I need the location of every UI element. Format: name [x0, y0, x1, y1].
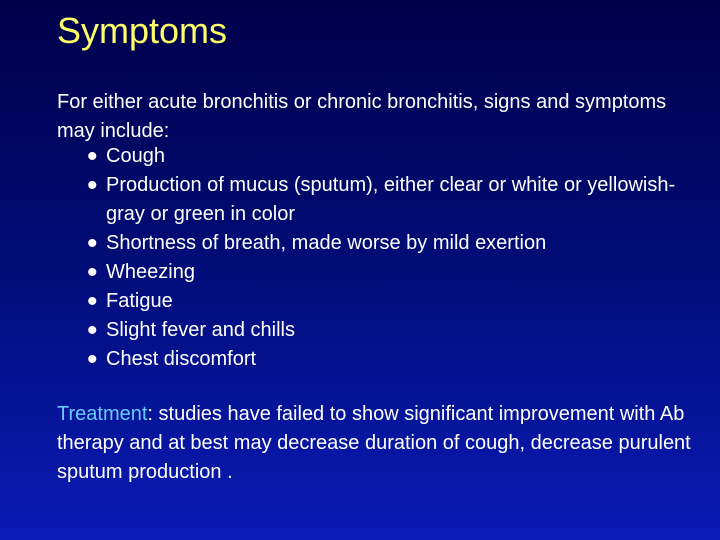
treatment-text: : studies have failed to show significant improvement with Ab therapy and at best may decrease duration of cough, decrease purulent sputum production .	[57, 403, 691, 483]
bullet-icon: •	[87, 314, 98, 347]
symptom-list	[57, 142, 677, 374]
treatment-paragraph	[57, 400, 697, 487]
list-item	[57, 229, 677, 258]
list-item-text: Production of mucus (sputum), either clear or white or yellowish-gray or green in color	[106, 174, 676, 225]
bullet-icon: •	[87, 140, 98, 173]
list-item	[57, 171, 677, 229]
list-item	[57, 142, 677, 171]
list-item	[57, 345, 677, 374]
list-item	[57, 316, 677, 345]
bullet-icon: •	[87, 285, 98, 318]
list-item	[57, 258, 677, 287]
slide-title: Symptoms	[57, 10, 228, 51]
bullet-icon: •	[87, 169, 98, 202]
bullet-icon: •	[87, 343, 98, 376]
list-item-text: Wheezing	[106, 261, 195, 283]
bullet-icon: •	[87, 256, 98, 289]
list-item-text: Fatigue	[106, 290, 173, 312]
treatment-label: Treatment	[57, 403, 148, 425]
list-item	[57, 287, 677, 316]
list-item-text: Shortness of breath, made worse by mild exertion	[106, 232, 547, 254]
list-item-text: Chest discomfort	[106, 348, 257, 370]
list-item-text: Slight fever and chills	[106, 319, 295, 341]
intro-text: For either acute bronchitis or chronic bronchitis, signs and symptoms may include:	[57, 91, 667, 142]
bullet-icon: •	[87, 227, 98, 260]
list-item-text: Cough	[106, 145, 165, 167]
